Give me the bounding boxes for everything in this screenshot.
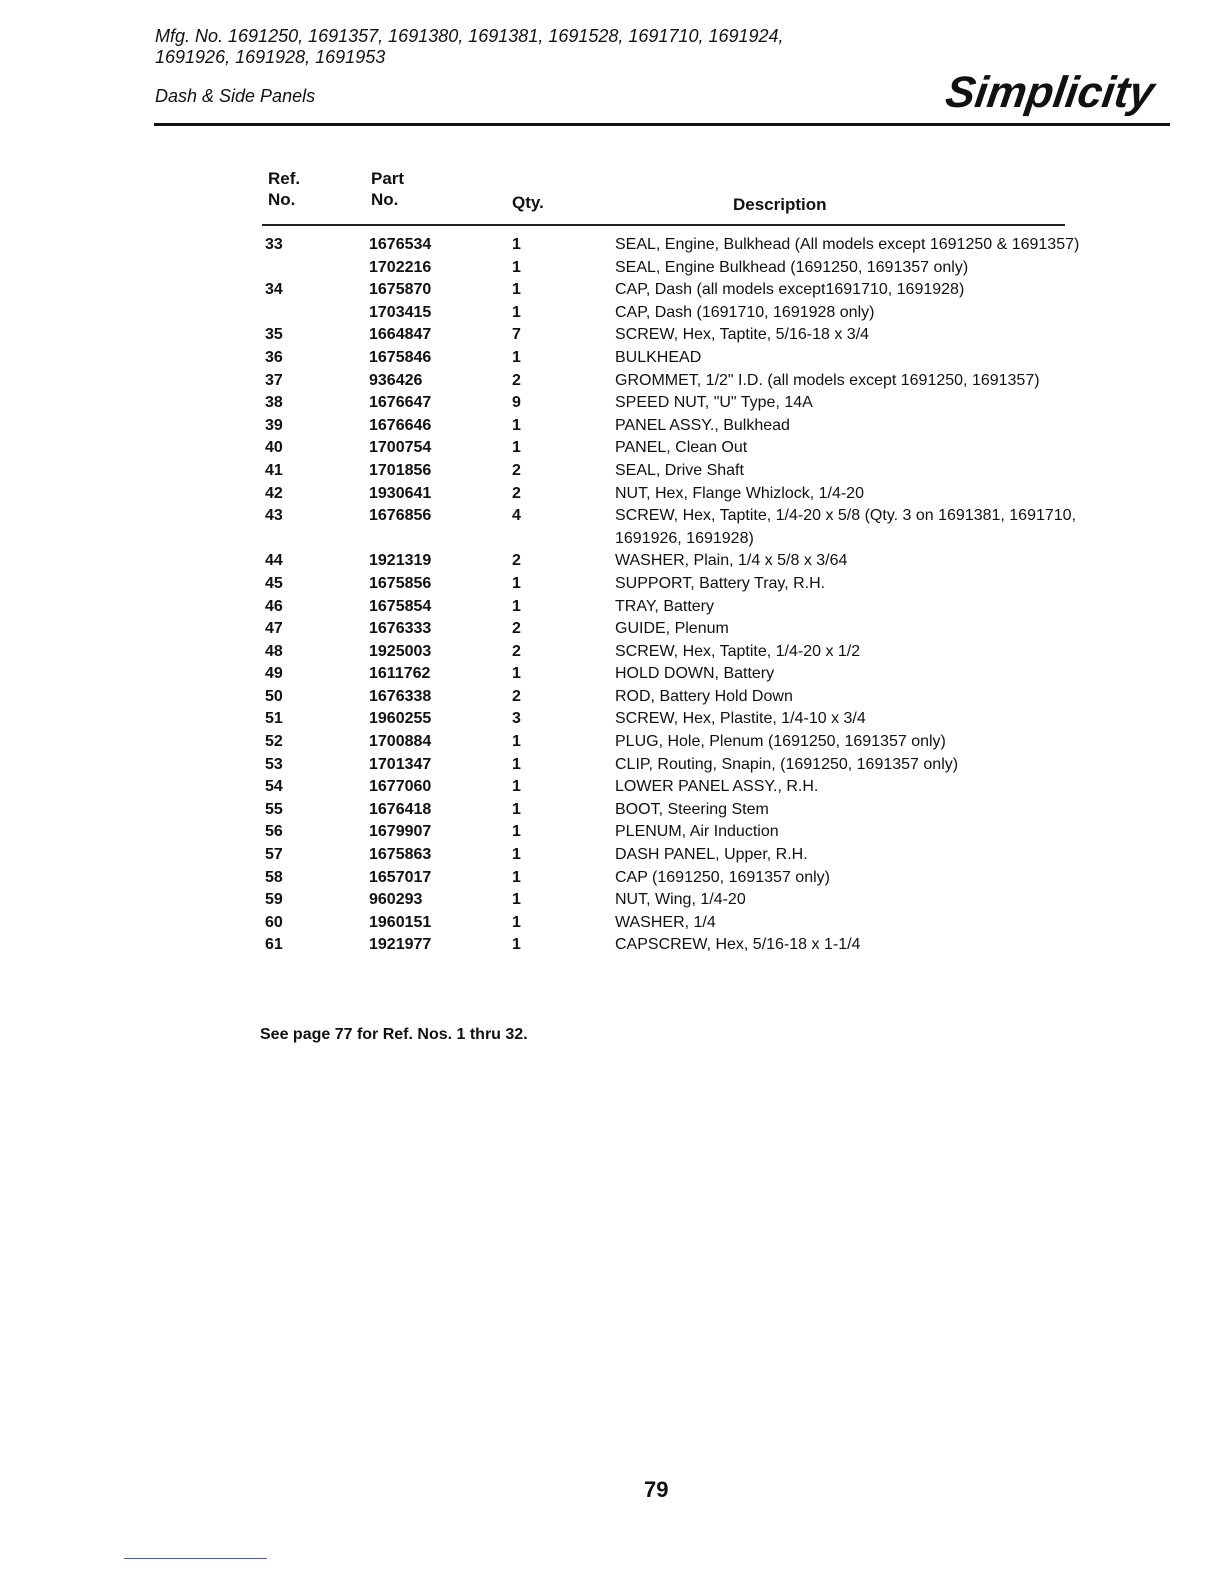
description-cell: SCREW, Hex, Taptite, 5/16-18 x 3/4 (615, 326, 870, 344)
quantity-cell: 1 (512, 258, 521, 276)
table-row (262, 821, 1082, 844)
ref-cell: 58 (265, 868, 283, 886)
description-cell: ROD, Battery Hold Down (615, 687, 793, 705)
table-row (262, 641, 1082, 664)
description-cell: WASHER, 1/4 (615, 913, 716, 931)
part-number-cell: 1657017 (369, 868, 432, 886)
quantity-cell: 1 (512, 665, 521, 683)
col-description-header: Description (733, 195, 827, 214)
part-number-cell: 1675870 (369, 281, 432, 299)
col-part-header (371, 168, 404, 210)
quantity-cell: 2 (512, 687, 521, 705)
quantity-cell: 1 (512, 891, 521, 909)
table-row (262, 618, 1082, 641)
col-part-line-2: No. (371, 190, 399, 209)
description-cell: PLENUM, Air Induction (615, 823, 779, 841)
ref-cell: 40 (265, 439, 283, 457)
ref-cell: 60 (265, 913, 283, 931)
table-row (262, 392, 1082, 415)
ref-cell: 54 (265, 778, 283, 796)
table-row (262, 754, 1082, 777)
part-number-cell: 1703415 (369, 303, 432, 321)
description-cell: BULKHEAD (615, 348, 702, 366)
table-row (262, 731, 1082, 754)
quantity-cell: 1 (512, 281, 521, 299)
table-row (262, 234, 1082, 257)
description-cell: TRAY, Battery (615, 597, 714, 615)
part-number-cell: 1960255 (369, 710, 432, 728)
part-number-cell: 1676534 (369, 236, 432, 253)
part-number-cell: 1676856 (369, 507, 432, 525)
ref-cell: 53 (265, 755, 283, 773)
description-cell: BOOT, Steering Stem (615, 800, 769, 818)
ref-cell: 59 (265, 891, 283, 909)
ref-cell: 41 (265, 461, 283, 479)
table-row (262, 663, 1082, 686)
table-row (262, 324, 1082, 347)
table-row (262, 799, 1082, 822)
quantity-cell: 1 (512, 936, 521, 954)
quantity-cell: 1 (512, 439, 521, 457)
ref-cell: 57 (265, 846, 283, 864)
ref-cell: 39 (265, 416, 283, 434)
description-cell: SCREW, Hex, Plastite, 1/4-10 x 3/4 (615, 710, 866, 728)
part-number-cell: 1676647 (369, 394, 432, 412)
quantity-cell: 1 (512, 303, 521, 321)
description-cell: CAP (1691250, 1691357 only) (615, 868, 830, 886)
header-divider (154, 123, 1170, 126)
quantity-cell: 1 (512, 823, 521, 841)
description-cell: PLUG, Hole, Plenum (1691250, 1691357 only) (615, 733, 946, 751)
ref-cell: 42 (265, 484, 283, 502)
description-cell: SCREW, Hex, Taptite, 1/4-20 x 5/8 (Qty. 3 on 1691381, 1691710, 1691926, 1691928) (615, 507, 1077, 547)
description-cell: CAPSCREW, Hex, 5/16-18 x 1-1/4 (615, 936, 861, 954)
ref-cell: 35 (265, 326, 283, 344)
section-title: Dash & Side Panels (155, 86, 316, 106)
description-cell: SCREW, Hex, Taptite, 1/4-20 x 1/2 (615, 642, 861, 660)
description-cell: LOWER PANEL ASSY., R.H. (615, 778, 819, 796)
ref-cell: 48 (265, 642, 283, 660)
part-number-cell: 1679907 (369, 823, 432, 841)
ref-cell: 33 (265, 236, 283, 253)
part-number-cell: 936426 (369, 371, 423, 389)
quantity-cell: 1 (512, 597, 521, 615)
part-number-cell: 1676418 (369, 800, 432, 818)
quantity-cell: 1 (512, 755, 521, 773)
description-cell: NUT, Wing, 1/4-20 (615, 891, 746, 909)
table-row (262, 550, 1082, 573)
part-number-cell: 1701856 (369, 461, 432, 479)
ref-cell: 55 (265, 800, 283, 818)
quantity-cell: 9 (512, 394, 521, 412)
part-number-cell: 1925003 (369, 642, 432, 660)
table-row (262, 844, 1082, 867)
ref-cell: 43 (265, 507, 283, 525)
description-cell: PANEL ASSY., Bulkhead (615, 416, 790, 434)
ref-cell: 38 (265, 394, 283, 412)
description-cell: PANEL, Clean Out (615, 439, 748, 457)
quantity-cell: 1 (512, 574, 521, 592)
part-number-cell: 1702216 (369, 258, 432, 276)
part-number-cell: 1676338 (369, 687, 432, 705)
quantity-cell: 2 (512, 642, 521, 660)
quantity-cell: 1 (512, 348, 521, 366)
quantity-cell: 4 (512, 507, 521, 525)
part-number-cell: 1921319 (369, 552, 432, 570)
description-cell: GROMMET, 1/2" I.D. (all models except 1691250, 1691357) (615, 371, 1040, 389)
table-row (262, 708, 1082, 731)
table-row (262, 279, 1082, 302)
col-part-line-1: Part (371, 169, 405, 188)
model-numbers-line-2: 1691926, 1691928, 1691953 (155, 47, 386, 67)
ref-cell: 56 (265, 823, 283, 841)
part-number-cell: 1611762 (369, 665, 431, 683)
part-number-cell: 1700754 (369, 439, 432, 457)
description-cell: WASHER, Plain, 1/4 x 5/8 x 3/64 (615, 552, 848, 570)
part-number-cell: 1675846 (369, 348, 432, 366)
table-row (262, 934, 1082, 957)
quantity-cell: 2 (512, 552, 521, 570)
parts-table (262, 234, 1082, 957)
ref-cell: 37 (265, 371, 283, 389)
table-row (262, 889, 1082, 912)
part-number-cell: 1701347 (369, 755, 432, 773)
model-numbers (155, 26, 915, 68)
quantity-cell: 2 (512, 484, 521, 502)
quantity-cell: 1 (512, 913, 521, 931)
ref-cell: 47 (265, 620, 283, 638)
quantity-cell: 1 (512, 778, 521, 796)
part-number-cell: 1675856 (369, 574, 432, 592)
description-cell: NUT, Hex, Flange Whizlock, 1/4-20 (615, 484, 864, 502)
table-header-divider (262, 224, 1065, 226)
part-number-cell: 1677060 (369, 778, 432, 796)
part-number-cell: 1676646 (369, 416, 432, 434)
table-row (262, 347, 1082, 370)
table-row (262, 415, 1082, 438)
ref-cell: 49 (265, 665, 283, 683)
part-number-cell: 1960151 (369, 913, 432, 931)
table-row (262, 505, 1082, 550)
col-qty-header: Qty. (512, 193, 544, 212)
quantity-cell: 2 (512, 371, 521, 389)
ref-cell: 44 (265, 552, 283, 570)
table-row (262, 257, 1082, 280)
description-cell: CLIP, Routing, Snapin, (1691250, 1691357 only) (615, 755, 959, 773)
table-row (262, 573, 1082, 596)
quantity-cell: 1 (512, 733, 521, 751)
description-cell: SPEED NUT, "U" Type, 14A (615, 394, 813, 412)
part-number-cell: 1930641 (369, 484, 432, 502)
table-row (262, 460, 1082, 483)
model-numbers-line-1: Mfg. No. 1691250, 1691357, 1691380, 1691381, 1691528, 1691710, 1691924, (155, 26, 784, 46)
footnote: See page 77 for Ref. Nos. 1 thru 32. (260, 1026, 528, 1043)
page-number: 79 (644, 1477, 669, 1502)
description-cell: HOLD DOWN, Battery (615, 665, 775, 683)
ref-cell: 45 (265, 574, 283, 592)
part-number-cell: 1664847 (369, 326, 432, 344)
quantity-cell: 7 (512, 326, 521, 344)
ref-cell: 46 (265, 597, 283, 615)
part-number-cell: 1675854 (369, 597, 432, 615)
part-number-cell: 960293 (369, 891, 423, 909)
ref-cell: 50 (265, 687, 283, 705)
ref-cell: 34 (265, 281, 283, 299)
footer-link-line (124, 1558, 267, 1559)
part-number-cell: 1676333 (369, 620, 432, 638)
description-cell: CAP, Dash (all models except1691710, 1691928) (615, 281, 965, 299)
table-row (262, 686, 1082, 709)
quantity-cell: 1 (512, 416, 521, 434)
col-ref-line-2: No. (268, 190, 296, 209)
part-number-cell: 1700884 (369, 733, 432, 751)
description-cell: SUPPORT, Battery Tray, R.H. (615, 574, 826, 592)
table-row (262, 302, 1082, 325)
ref-cell: 51 (265, 710, 283, 728)
table-row (262, 867, 1082, 890)
quantity-cell: 1 (512, 236, 521, 253)
brand-logo: Simplicity (942, 68, 1158, 117)
description-cell: SEAL, Drive Shaft (615, 461, 744, 479)
col-ref-line-1: Ref. (268, 169, 301, 188)
part-number-cell: 1675863 (369, 846, 432, 864)
table-row (262, 483, 1082, 506)
description-cell: DASH PANEL, Upper, R.H. (615, 846, 808, 864)
quantity-cell: 2 (512, 461, 521, 479)
table-row (262, 437, 1082, 460)
ref-cell: 52 (265, 733, 283, 751)
table-row (262, 912, 1082, 935)
quantity-cell: 1 (512, 868, 521, 886)
description-cell: CAP, Dash (1691710, 1691928 only) (615, 303, 875, 321)
table-row (262, 776, 1082, 799)
quantity-cell: 1 (512, 800, 521, 818)
quantity-cell: 3 (512, 710, 521, 728)
ref-cell: 36 (265, 348, 283, 366)
description-cell: SEAL, Engine, Bulkhead (All models except 1691250 & 1691357) (615, 236, 1080, 253)
table-row (262, 370, 1082, 393)
quantity-cell: 1 (512, 846, 521, 864)
quantity-cell: 2 (512, 620, 521, 638)
part-number-cell: 1921977 (369, 936, 432, 954)
description-cell: GUIDE, Plenum (615, 620, 729, 638)
description-cell: SEAL, Engine Bulkhead (1691250, 1691357 only) (615, 258, 969, 276)
table-row (262, 596, 1082, 619)
ref-cell: 61 (265, 936, 283, 954)
col-ref-header (268, 168, 300, 210)
